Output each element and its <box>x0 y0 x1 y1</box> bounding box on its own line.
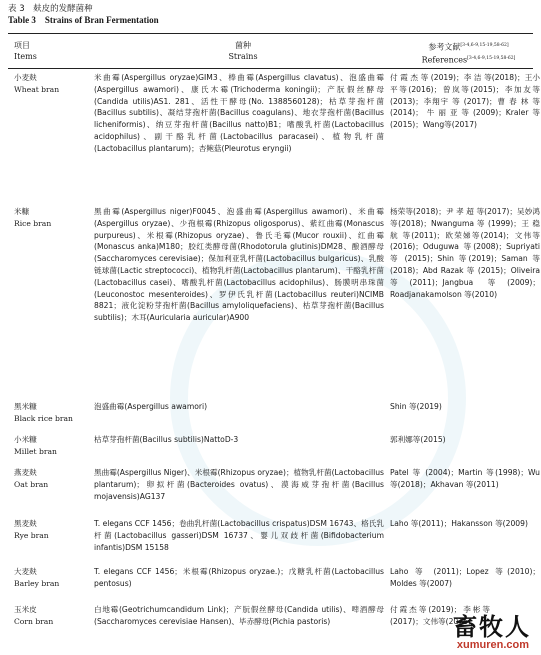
row-item-en: Wheat bran <box>14 84 60 94</box>
row-strains: 枯草芽孢杆菌(Bacillus subtilis)NattoD-3 <box>94 435 239 444</box>
caption-en: Table 3 Strains of Bran Fermentation <box>8 15 159 25</box>
row-refs: 杨荣等(2018)；尹 孝 超 等(2017)；吴妙鸿等(2018)；Nwanguma 等 (1999)；王 稳 航 等(2011)；欧荣娣等(2014)；文伟等(2016)；Oduguwa 等(2008)；Supriyati 等 (2015)；Shin 等(2019)；Saman 等(2018)；Abd Razak 等 (2015)；Oliveira 等(2011)；Jangbua 等(2009)；Roadjanakamolson 等(2010) <box>390 207 540 299</box>
row-item-en: Black rice bran <box>14 413 73 423</box>
row-item-en: Corn bran <box>14 616 54 626</box>
header-rule <box>8 68 533 69</box>
row-item-cn: 米糠 <box>14 207 30 216</box>
row-refs: 郭利娜等(2015) <box>390 435 446 444</box>
row-strains: T. elegans CCF 1456；米根霉(Rhizopus oryzae.)；戊糖乳杆菌(Lactobacillus pentosus) <box>94 567 384 588</box>
header-refs-sup-en: [3-4,6-9,15-19,58-62] <box>467 55 516 61</box>
header-items-en: Items <box>14 52 37 61</box>
logo-name: 畜牧人 <box>453 613 531 641</box>
row-item-en: Oat bran <box>14 479 49 489</box>
row-strains: 黑曲霉(Aspergillus Niger)、米根霉(Rhizopus oryzae)；植物乳杆菌(Lactobacillus plantarum)；卵拟杆菌(Bacteroides ovatus)、漠海威芽孢杆菌(Bacillus mojavensis)AG137 <box>94 468 384 501</box>
row-strains: T. elegans CCF 1456；卷曲乳杆菌(Lactobacillus crispatus)DSM 16743、格氏乳杆菌(Lactobacillus gasseri)DSM 16737、婴儿双歧杆菌(Bifidobacterium infantis)DSM 15158 <box>94 519 384 552</box>
row-strains: 黑曲霉(Aspergillus niger)F0045、泡盛曲霉(Aspergillus awamori)、米曲霉(Aspergillus oryzae)、少孢根霉(Rhizopus oligosporus)、紫红曲霉(Monascus purpureus)、米根霉(Rhizopus oryzae)、鲁氏毛霉(Mucor rouxii)、红曲霉(Monascus anka)M180；胶红类酵母菌(Rhodotorula glutinis)DM28、酿酒酵母(Saccharomyces cerevisiae)；保加利亚乳杆菌(Lactobacillus bulgaricus)、乳酸链球菌(Lactic streptococci)、植物乳杆菌(Lactobacillus plantarum)、干酪乳杆菌(Lactobacillus casei)、嗜酸乳杆菌(Lactobacillus acidophilus)、肠膜明串珠菌(Leuconostoc mesenteroides)、罗伊氏乳杆菌(Lactobacillus reuteri)NCIMB 8821；液化淀粉芽孢杆菌(Bacillus amyloliquefaciens)、枯草芽孢杆菌(Bacillus subtilis)；木耳(Auricularia auricular)A900 <box>94 207 384 323</box>
row-refs: Patel 等 (2004)；Martin 等(1998)；Wu 等(2018)；Akhavan 等(2011) <box>390 468 540 489</box>
header-items-cn: 项目 <box>14 41 30 50</box>
row-item-en: Rice bran <box>14 218 52 228</box>
row-item-cn: 小麦麸 <box>14 73 37 82</box>
table-caption <box>8 4 159 26</box>
row-item-cn: 大麦麸 <box>14 567 37 576</box>
row-strains: 泡盛曲霉(Aspergillus awamori) <box>94 402 208 411</box>
row-refs: 付 霞 杰 等 (2019)；李 洁 等(2018)；王小平等(2016)；曾岚等(2015)；李加友等(2013)；李翔宇 等 (2017)；曹 春 林 等(2014)；牛丽亚等(2009)；Kraler等(2015)；Wang等(2017) <box>390 73 540 130</box>
caption-cn: 表 3 麸皮的发酵菌种 <box>8 4 93 14</box>
row-item-cn: 小米糠 <box>14 435 37 444</box>
row-item-en: Barley bran <box>14 578 60 588</box>
row-refs: Shin 等(2019) <box>390 402 442 411</box>
header-strains-cn: 菌种 <box>235 41 251 50</box>
row-strains: 米曲霉(Aspergillus oryzae)GIM3、棒曲霉(Aspergillus clavatus)、泡盛曲霉(Aspergillus awamori)、康氏木霉(Trichoderma koningii)；产朊假丝酵母(Candida utilis)AS1. 281、活性干酵母(No. 1388560128)；枯草芽孢杆菌(Bacillus subtilis)、凝结芽孢杆菌(Bacillus coagulans)、地衣芽孢杆菌(Bacillus licheniformis)、纳豆芽孢杆菌(Bacillus natto)B1；嗜酸乳杆菌(Lactobacillus acidophilus)、副干酪乳杆菌(Lactobacillus paracasei)、植物乳杆菌(Lactobacillus plantarum)；杏鲍菇(Pleurotus eryngii) <box>94 73 384 153</box>
header-refs-sup-cn: [3-4,6-9,15-19,58-62] <box>460 43 509 48</box>
site-logo <box>411 607 531 651</box>
header-refs-cn: 参考文献 <box>428 42 461 52</box>
row-item-cn: 黑麦麸 <box>14 519 37 528</box>
row-item-en: Rye bran <box>14 530 49 540</box>
row-item-en: Millet bran <box>14 446 57 456</box>
top-rule <box>8 33 533 34</box>
row-item-cn: 玉米皮 <box>14 605 37 614</box>
header-refs-en: References <box>421 55 468 65</box>
row-refs: Laho 等(2011)；Hakansson 等(2009) <box>390 519 528 528</box>
logo-domain: xumuren.com <box>456 639 529 651</box>
header-strains-en: Strains <box>228 52 258 61</box>
row-refs: Laho 等 (2011)；Lopez 等(2010)；Moldes 等(2007) <box>390 567 540 588</box>
row-refs: 付霞杰等(2019)；李彬等(2017)；文伟等(2016) <box>390 605 490 626</box>
row-item-cn: 黑米糠 <box>14 402 37 411</box>
row-item-cn: 燕麦麸 <box>14 468 37 477</box>
row-strains: 白地霉(Geotrichumcandidum Link)；产朊假丝酵母(Candida utilis)、啤酒酵母(Saccharomyces cerevisiae Hansen)、毕赤酵母(Pichia pastoris) <box>94 605 384 626</box>
